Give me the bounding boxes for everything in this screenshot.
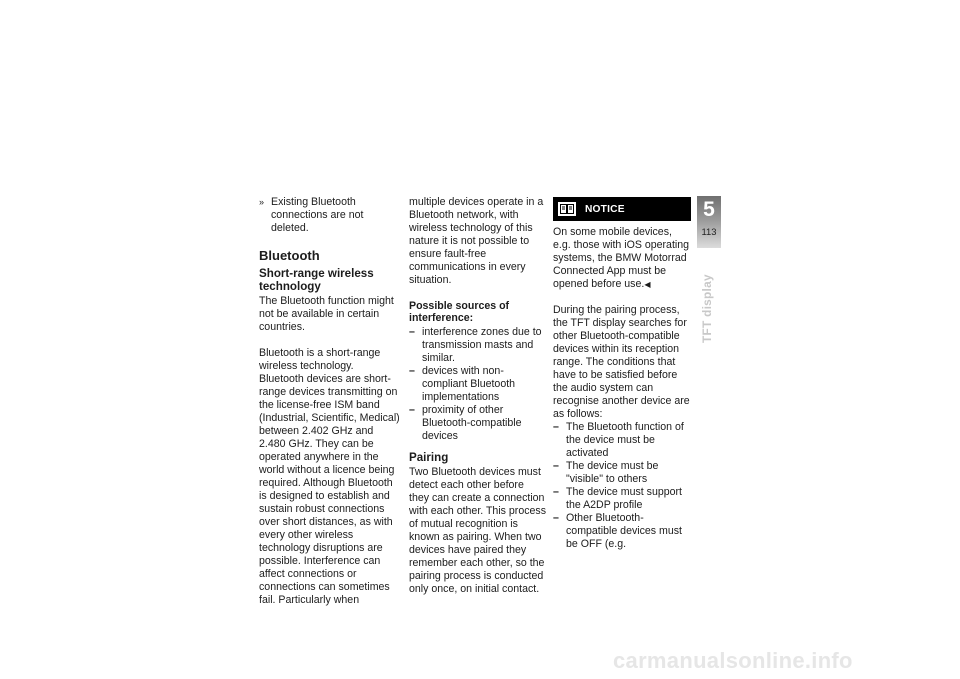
dash-glyph: –	[553, 486, 559, 498]
list-item	[553, 421, 691, 460]
chapter-side-tab	[697, 196, 721, 344]
paragraph-bluetooth-description: Bluetooth is a short-range wireless technology. Bluetooth devices are short-range devices transmitting on the license-free ISM band (Industrial, Scientific, Medical) between 2.402 GHz and 2.480 GHz. They can be operated anywhere in the world without a licence being required. Although Bluetooth is designed to establish and sustain robust connections over short distances, as with every other wireless technology disruptions are possible. Interference can affect connections or connections can sometimes fail. Particularly when	[259, 347, 400, 606]
column-3	[553, 197, 691, 551]
bullet-item	[259, 196, 401, 235]
column-1	[259, 196, 401, 607]
column-2	[409, 196, 546, 596]
list-item-text: The device must be "visible" to others	[566, 460, 659, 485]
list-item-text: The Bluetooth function of the device must be activated	[566, 421, 684, 459]
list-item	[553, 486, 691, 512]
dash-glyph: –	[409, 365, 415, 377]
dash-glyph: –	[409, 326, 415, 338]
list-item	[409, 404, 546, 443]
end-mark-icon: ◀	[644, 280, 651, 289]
paragraph-availability: The Bluetooth function might not be available in certain countries.	[259, 295, 394, 333]
list-item	[553, 512, 691, 551]
list-item	[409, 326, 546, 365]
notice-banner	[553, 197, 691, 221]
list-item-text: The device must support the A2DP profile	[566, 486, 682, 511]
notice-label: NOTICE	[585, 203, 625, 215]
paragraph-continued: multiple devices operate in a Bluetooth network, with wireless technology of this nature it is not possible to ensure fault-free communications in every situation.	[409, 196, 544, 286]
heading-pairing: Pairing	[409, 451, 449, 464]
chapter-label: TFT display	[700, 274, 714, 343]
chapter-box	[697, 196, 721, 248]
watermark: carmanualsonline.info	[613, 648, 853, 673]
dash-glyph: –	[553, 460, 559, 472]
heading-short-range: Short-range wireless technology	[259, 267, 374, 293]
dash-glyph: –	[409, 404, 415, 416]
dash-glyph: –	[553, 421, 559, 433]
list-item	[553, 460, 691, 486]
list-item-text: proximity of other Bluetooth-compatible devices	[422, 404, 522, 442]
dash-glyph: –	[553, 512, 559, 524]
paragraph-pairing-process: During the pairing process, the TFT display searches for other Bluetooth-compatible devices within its reception range. The conditions that have to be satisfied before the audio system can recognise another device are as follows:	[553, 304, 690, 420]
list-item-text: devices with non-compliant Bluetooth implementations	[422, 365, 516, 403]
list-item-text: Other Bluetooth-compatible devices must be OFF (e.g.	[566, 512, 682, 550]
bullet-text: Existing Bluetooth connections are not deleted.	[271, 196, 364, 234]
bullet-glyph: »	[259, 197, 265, 207]
list-item-text: interference zones due to transmission masts and similar.	[422, 326, 542, 364]
heading-bluetooth: Bluetooth	[259, 248, 320, 263]
page-number: 113	[701, 226, 717, 237]
list-item	[409, 365, 546, 404]
notice-text: On some mobile devices, e.g. those with iOS operating systems, the BMW Motorrad Connected App must be opened before use.	[553, 226, 690, 290]
paragraph-notice	[553, 226, 691, 291]
chapter-number: 5	[703, 198, 715, 221]
heading-interference-sources: Possible sources of interference:	[409, 300, 510, 324]
paragraph-pairing: Two Bluetooth devices must detect each other before they can create a connection with each other. This process of mutual recognition is known as pairing. When two devices have paired they remember each other, so the pairing process is conducted only once, on initial contact.	[409, 466, 547, 595]
notice-book-icon	[558, 202, 576, 216]
